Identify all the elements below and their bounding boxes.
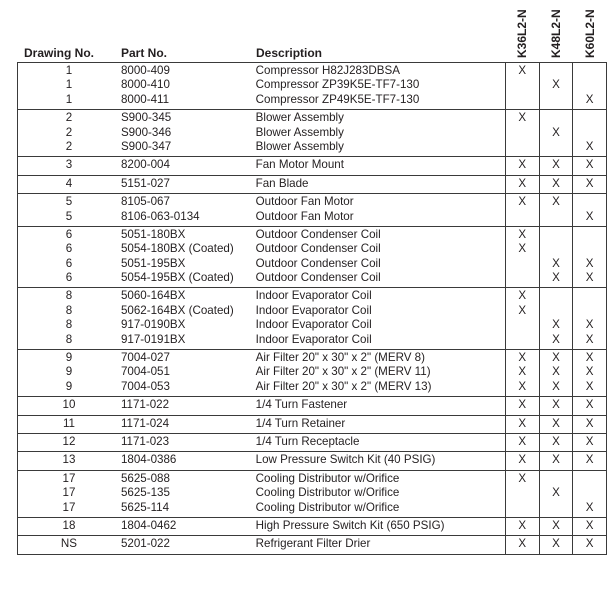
model-k60-cell	[573, 288, 607, 350]
model-k60-cell	[573, 226, 607, 288]
model-k36-text: X	[518, 158, 527, 172]
description-text: Indoor Evaporator Coil	[255, 289, 372, 303]
description-text: Outdoor Condenser Coil	[255, 256, 381, 270]
description-cell	[256, 536, 506, 554]
part-no-text: 7004-027	[120, 351, 170, 365]
part-no-text: 5051-180BX	[120, 227, 186, 241]
drawing-no-text: 10	[62, 398, 76, 412]
description-text: 1/4 Turn Receptacle	[255, 434, 360, 448]
part-no-cell	[120, 470, 256, 517]
model-k48-text	[540, 228, 573, 242]
part-no-cell	[120, 536, 256, 554]
drawing-no-text: 6	[65, 242, 73, 256]
drawing-no-cell	[18, 433, 120, 451]
part-no-text: 1804-0386	[120, 453, 177, 467]
model-k48-cell	[539, 63, 573, 110]
drawing-no-cell	[18, 226, 120, 288]
description-text: Cooling Distributor w/Orifice	[255, 471, 400, 485]
model-k48-text: X	[552, 416, 560, 430]
model-k36-text	[506, 501, 539, 515]
description-cell	[256, 415, 506, 433]
part-no-text: 5060-164BX	[120, 289, 186, 303]
part-no-text: 8000-410	[120, 78, 170, 92]
model-k60-text	[573, 78, 606, 92]
part-no-cell	[120, 175, 256, 193]
drawing-no-text: 9	[65, 365, 73, 379]
model-k60-cell	[573, 452, 607, 470]
model-k36-text	[506, 210, 539, 224]
model-k36-text: X	[518, 471, 527, 485]
drawing-no-text: 2	[65, 111, 73, 125]
description-text: Compressor ZP39K5E-TF7-130	[255, 78, 420, 92]
part-no-text: 5201-022	[120, 537, 170, 551]
model-k48-cell	[539, 433, 573, 451]
description-text: Air Filter 20" x 30" x 2" (MERV 13)	[255, 379, 432, 393]
model-k48-cell	[539, 350, 573, 397]
description-cell	[256, 470, 506, 517]
description-cell	[256, 226, 506, 288]
description-text: Fan Motor Mount	[255, 158, 344, 172]
model-k36-cell	[505, 397, 539, 415]
model-k48-text: X	[552, 379, 560, 393]
drawing-no-text: 8	[65, 332, 73, 346]
drawing-no-text: 8	[65, 303, 73, 317]
model-k36-text	[506, 486, 539, 500]
part-no-cell	[120, 415, 256, 433]
drawing-no-cell	[18, 350, 120, 397]
part-no-text: 7004-053	[120, 379, 170, 393]
model-k48-text: X	[552, 351, 560, 365]
model-k48-text: X	[552, 158, 560, 172]
drawing-no-cell	[18, 175, 120, 193]
model-k48-text: X	[552, 453, 560, 467]
model-k36-cell	[505, 175, 539, 193]
model-k48-cell	[539, 517, 573, 535]
part-no-text: 5051-195BX	[120, 256, 186, 270]
description-cell	[256, 63, 506, 110]
model-k48-cell	[539, 226, 573, 288]
model-k60-text: X	[585, 453, 594, 467]
table-row-group	[18, 226, 607, 288]
drawing-no-text: 2	[65, 125, 73, 139]
description-text: Indoor Evaporator Coil	[255, 303, 372, 317]
header-description: Description	[256, 46, 323, 60]
description-cell	[256, 350, 506, 397]
model-k36-cell	[505, 536, 539, 554]
header-model-k60: K60L2-N	[583, 9, 597, 58]
drawing-no-cell	[18, 517, 120, 535]
model-k48-text	[540, 242, 573, 256]
model-k36-text: X	[518, 518, 527, 532]
description-text: High Pressure Switch Kit (650 PSIG)	[255, 518, 445, 532]
model-k48-cell	[539, 470, 573, 517]
part-no-cell	[120, 397, 256, 415]
model-k60-cell	[573, 63, 607, 110]
description-cell	[256, 194, 506, 227]
drawing-no-text: 9	[65, 351, 73, 365]
model-k48-text	[540, 64, 573, 78]
model-k60-text: X	[585, 434, 594, 448]
model-k60-text: X	[585, 256, 594, 270]
part-no-text: 8200-004	[120, 158, 170, 172]
description-text: Refrigerant Filter Drier	[255, 537, 371, 551]
model-k36-text	[506, 318, 539, 332]
model-k60-text: X	[585, 271, 594, 285]
model-k60-text	[573, 304, 606, 318]
model-k48-cell	[539, 194, 573, 227]
model-k60-cell	[573, 110, 607, 157]
model-k48-text	[540, 93, 573, 107]
model-k36-text	[506, 333, 539, 347]
part-no-cell	[120, 517, 256, 535]
description-text: Blower Assembly	[255, 125, 344, 139]
model-k60-cell	[573, 415, 607, 433]
model-k60-text	[573, 126, 606, 140]
model-k36-cell	[505, 194, 539, 227]
model-k48-text: X	[552, 271, 560, 285]
model-k60-text: X	[585, 158, 594, 172]
drawing-no-text: 8	[65, 289, 73, 303]
description-cell	[256, 110, 506, 157]
model-k36-text: X	[518, 453, 527, 467]
drawing-no-text: 17	[62, 486, 76, 500]
description-cell	[256, 452, 506, 470]
drawing-no-text: 1	[65, 64, 73, 77]
model-k36-cell	[505, 288, 539, 350]
model-k60-text: X	[585, 518, 594, 532]
model-k36-text: X	[518, 365, 527, 379]
part-no-cell	[120, 194, 256, 227]
model-k60-cell	[573, 350, 607, 397]
drawing-no-text: 5	[65, 209, 73, 223]
model-k60-text: X	[585, 92, 594, 106]
model-k60-text: X	[585, 500, 594, 514]
model-k48-text	[540, 472, 573, 486]
model-k60-cell	[573, 397, 607, 415]
model-k48-text: X	[552, 398, 560, 412]
drawing-no-text: 12	[62, 434, 76, 448]
model-k60-text: X	[585, 318, 594, 332]
model-k60-text	[573, 242, 606, 256]
drawing-no-text: 6	[65, 227, 73, 241]
drawing-no-text: 17	[62, 471, 76, 485]
model-k36-text: X	[518, 537, 527, 551]
part-no-text: 1171-022	[120, 398, 170, 412]
drawing-no-text: 6	[65, 271, 73, 285]
description-cell	[256, 157, 506, 175]
drawing-no-cell	[18, 110, 120, 157]
table-row-group	[18, 536, 607, 554]
part-no-text: 917-0190BX	[120, 318, 186, 332]
part-no-cell	[120, 288, 256, 350]
model-k60-text: X	[585, 176, 594, 190]
model-k36-text: X	[518, 64, 527, 77]
model-k60-text	[573, 111, 606, 125]
model-k36-cell	[505, 350, 539, 397]
drawing-no-cell	[18, 452, 120, 470]
model-k36-cell	[505, 226, 539, 288]
model-k36-text	[506, 93, 539, 107]
drawing-no-text: 11	[62, 416, 75, 430]
description-cell	[256, 433, 506, 451]
model-k60-text	[573, 486, 606, 500]
part-no-cell	[120, 63, 256, 110]
table-row-group	[18, 194, 607, 227]
drawing-no-text: 5	[65, 195, 73, 209]
model-k60-text	[573, 472, 606, 486]
model-k48-text	[540, 289, 573, 303]
drawing-no-text: 4	[65, 176, 73, 190]
description-text: Indoor Evaporator Coil	[255, 318, 372, 332]
part-no-text: 5054-195BX (Coated)	[120, 271, 234, 285]
model-k36-text: X	[518, 289, 527, 303]
description-text: Compressor H82J283DBSA	[255, 64, 400, 77]
description-cell	[256, 397, 506, 415]
description-text: 1/4 Turn Fastener	[255, 398, 348, 412]
model-k48-text: X	[552, 318, 560, 332]
model-k36-text	[506, 78, 539, 92]
model-k36-text: X	[518, 303, 527, 317]
table-row-group	[18, 433, 607, 451]
drawing-no-cell	[18, 415, 120, 433]
model-k48-text: X	[552, 256, 560, 270]
model-k48-cell	[539, 536, 573, 554]
model-k36-cell	[505, 433, 539, 451]
description-text: Outdoor Fan Motor	[255, 195, 354, 209]
model-k48-text: X	[552, 537, 560, 551]
description-text: Outdoor Condenser Coil	[255, 227, 381, 241]
model-k60-text: X	[585, 332, 594, 346]
drawing-no-text: NS	[60, 537, 78, 551]
model-k36-cell	[505, 110, 539, 157]
model-k36-cell	[505, 517, 539, 535]
model-k60-text: X	[585, 537, 594, 551]
model-k36-cell	[505, 452, 539, 470]
part-no-cell	[120, 433, 256, 451]
model-k60-text: X	[585, 416, 594, 430]
model-k48-cell	[539, 175, 573, 193]
table-row-group	[18, 470, 607, 517]
drawing-no-text: 18	[62, 518, 76, 532]
part-no-cell	[120, 452, 256, 470]
description-text: Air Filter 20" x 30" x 2" (MERV 11)	[255, 365, 431, 379]
model-k60-text	[573, 64, 606, 78]
model-k36-text: X	[518, 398, 527, 412]
drawing-no-text: 9	[65, 379, 73, 393]
model-k48-text: X	[552, 332, 560, 346]
description-text: Low Pressure Switch Kit (40 PSIG)	[255, 453, 436, 467]
model-k48-cell	[539, 452, 573, 470]
model-k48-text: X	[552, 195, 560, 209]
description-text: Outdoor Fan Motor	[255, 209, 354, 223]
model-k60-text	[573, 228, 606, 242]
part-no-text: 8105-067	[120, 195, 170, 209]
part-no-cell	[120, 110, 256, 157]
model-k48-cell	[539, 157, 573, 175]
header-model-k36: K36L2-N	[515, 9, 529, 58]
table-row-group	[18, 415, 607, 433]
drawing-no-text: 17	[62, 500, 76, 514]
drawing-no-cell	[18, 397, 120, 415]
part-no-text: 5625-135	[120, 486, 170, 500]
model-k36-cell	[505, 157, 539, 175]
model-k48-text: X	[552, 125, 560, 139]
header-model-k48: K48L2-N	[549, 9, 563, 58]
model-k36-cell	[505, 415, 539, 433]
model-k48-text	[540, 210, 573, 224]
model-k36-text: X	[518, 111, 527, 125]
model-k60-text	[573, 195, 606, 209]
table-row-group	[18, 452, 607, 470]
part-no-text: 5054-180BX (Coated)	[120, 242, 234, 256]
model-k48-text	[540, 111, 573, 125]
header-drawing-no: Drawing No.	[24, 46, 95, 60]
drawing-no-text: 1	[65, 92, 73, 106]
table-row-group	[18, 397, 607, 415]
model-k48-cell	[539, 110, 573, 157]
model-k36-cell	[505, 63, 539, 110]
model-k36-text	[506, 271, 539, 285]
model-k48-text: X	[552, 176, 560, 190]
description-text: Indoor Evaporator Coil	[255, 332, 372, 346]
model-k60-cell	[573, 175, 607, 193]
part-no-text: 8000-411	[120, 92, 170, 106]
part-no-cell	[120, 157, 256, 175]
model-k36-text: X	[518, 176, 527, 190]
model-k36-text	[506, 126, 539, 140]
model-k48-text: X	[552, 78, 560, 92]
description-cell	[256, 288, 506, 350]
model-k60-text	[573, 289, 606, 303]
model-k48-text	[540, 140, 573, 154]
table-row-group	[18, 288, 607, 350]
model-k36-text	[506, 140, 539, 154]
description-text: Outdoor Condenser Coil	[255, 242, 381, 256]
model-k36-text: X	[518, 195, 527, 209]
part-no-text: 1171-023	[120, 434, 170, 448]
part-no-cell	[120, 350, 256, 397]
description-text: Blower Assembly	[255, 139, 344, 153]
model-k60-text: X	[585, 209, 594, 223]
model-k36-text: X	[518, 227, 527, 241]
model-k36-text: X	[518, 379, 527, 393]
drawing-no-cell	[18, 157, 120, 175]
model-k60-text: X	[585, 365, 594, 379]
model-k60-cell	[573, 433, 607, 451]
parts-table	[17, 62, 607, 555]
model-k48-text: X	[552, 434, 560, 448]
description-cell	[256, 517, 506, 535]
table-row-group	[18, 157, 607, 175]
description-text: Air Filter 20" x 30" x 2" (MERV 8)	[255, 351, 425, 365]
part-no-text: 8000-409	[120, 64, 170, 77]
model-k48-text	[540, 501, 573, 515]
model-k60-cell	[573, 517, 607, 535]
part-no-text: 1171-024	[120, 416, 170, 430]
model-k48-text: X	[552, 486, 560, 500]
part-no-text: 1804-0462	[120, 518, 177, 532]
table-row-group	[18, 63, 607, 110]
table-row-group	[18, 110, 607, 157]
model-k48-cell	[539, 288, 573, 350]
drawing-no-text: 2	[65, 139, 73, 153]
description-text: Cooling Distributor w/Orifice	[255, 486, 400, 500]
table-row-group	[18, 175, 607, 193]
description-text: Outdoor Condenser Coil	[255, 271, 381, 285]
description-text: Compressor ZP49K5E-TF7-130	[255, 92, 420, 106]
description-text: Blower Assembly	[255, 111, 344, 125]
part-no-text: 7004-051	[120, 365, 170, 379]
model-k60-cell	[573, 536, 607, 554]
header-part-no: Part No.	[121, 46, 168, 60]
model-k60-text: X	[585, 379, 594, 393]
part-no-cell	[120, 226, 256, 288]
drawing-no-cell	[18, 536, 120, 554]
description-text: 1/4 Turn Retainer	[255, 416, 346, 430]
part-no-text: 5625-088	[120, 471, 170, 485]
model-k36-cell	[505, 470, 539, 517]
model-k48-text: X	[552, 518, 560, 532]
part-no-text: 5062-164BX (Coated)	[120, 303, 234, 317]
drawing-no-cell	[18, 63, 120, 110]
drawing-no-text: 1	[65, 78, 73, 92]
model-k48-text: X	[552, 365, 560, 379]
model-k48-cell	[539, 397, 573, 415]
part-no-text: 917-0191BX	[120, 332, 186, 346]
model-k60-cell	[573, 470, 607, 517]
part-no-text: 8106-063-0134	[120, 209, 200, 223]
model-k36-text: X	[518, 351, 527, 365]
description-text: Fan Blade	[255, 176, 309, 190]
drawing-no-cell	[18, 470, 120, 517]
table-row-group	[18, 350, 607, 397]
parts-table-body	[18, 63, 607, 555]
model-k60-text: X	[585, 139, 594, 153]
drawing-no-text: 3	[65, 158, 73, 172]
model-k48-text	[540, 304, 573, 318]
model-k36-text: X	[518, 242, 527, 256]
part-no-text: S900-346	[120, 125, 172, 139]
description-text: Cooling Distributor w/Orifice	[255, 500, 400, 514]
drawing-no-text: 6	[65, 256, 73, 270]
model-k36-text	[506, 257, 539, 271]
model-k36-text: X	[518, 416, 527, 430]
table-row-group	[18, 517, 607, 535]
drawing-no-cell	[18, 194, 120, 227]
model-k60-cell	[573, 194, 607, 227]
model-k60-cell	[573, 157, 607, 175]
drawing-no-text: 13	[62, 453, 76, 467]
drawing-no-text: 8	[65, 318, 73, 332]
model-k48-cell	[539, 415, 573, 433]
model-k36-text: X	[518, 434, 527, 448]
description-cell	[256, 175, 506, 193]
drawing-no-cell	[18, 288, 120, 350]
part-no-text: 5151-027	[120, 176, 170, 190]
part-no-text: S900-345	[120, 111, 172, 125]
part-no-text: 5625-114	[120, 500, 170, 514]
model-k60-text: X	[585, 351, 594, 365]
part-no-text: S900-347	[120, 139, 172, 153]
model-k60-text: X	[585, 398, 594, 412]
